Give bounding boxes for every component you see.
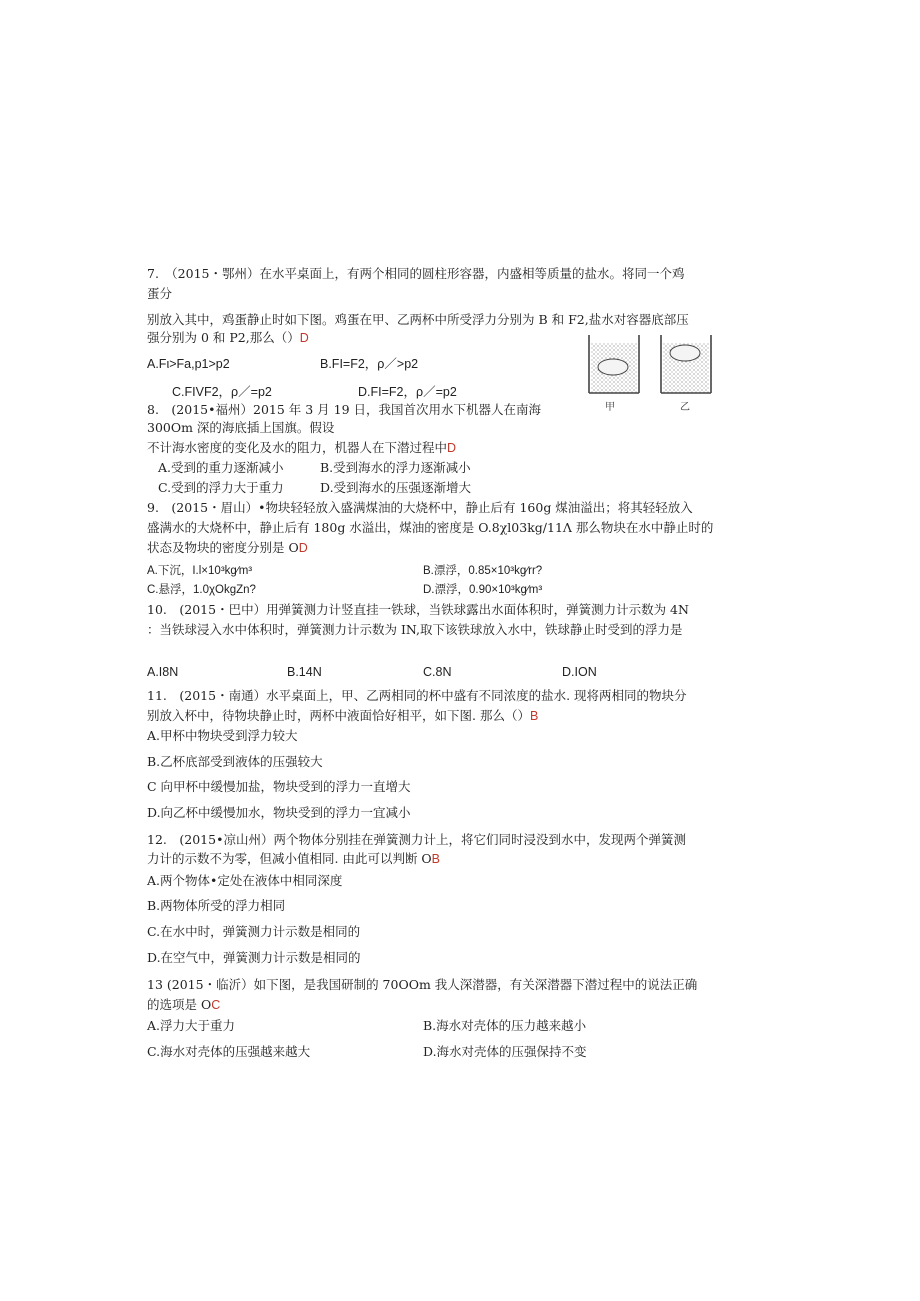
q7-option-b: B.FI=F2，ρ／>p2 bbox=[320, 357, 419, 371]
q12-option-b: B.两物体所受的浮力相同 bbox=[147, 898, 286, 913]
q9-stem-line1: 9. (2015・眉山）•物块轻轻放入盛满煤油的大烧杯中，静止后有 160g 煤油溢出；将其轻轻放入 bbox=[147, 500, 693, 515]
q7-stem-line3: 别放入其中，鸡蛋静止时如下图。鸡蛋在甲、乙两杯中所受浮力分别为 B 和 F2,盐水对容器底部压 bbox=[147, 312, 689, 327]
q8-answer: D bbox=[447, 441, 457, 455]
q10-stem-line2: ：当铁球浸入水中体积时，弹簧测力计示数为 IN,取下该铁球放入水中，铁球静止时受到的浮力是 bbox=[147, 622, 683, 637]
q10-option-c: C.8N bbox=[423, 665, 452, 679]
q10-stem-line1: 10. (2015・巴中）用弹簧测力计竖直挂一铁球，当铁球露出水面体积时，弹簧测力计示数为 4N bbox=[147, 602, 689, 617]
beakers-figure bbox=[585, 333, 715, 413]
q9-stem-line3 bbox=[147, 540, 308, 556]
q13-stem-line2 bbox=[147, 997, 220, 1013]
q12-answer: B bbox=[431, 852, 441, 866]
q7-stem-line4 bbox=[147, 330, 309, 346]
q9-option-d: D.漂浮，0.90×10³kg∕m³ bbox=[423, 584, 543, 596]
q11-option-c: C 向甲杯中缓慢加盐，物块受到的浮力一直增大 bbox=[147, 779, 411, 794]
q10-option-b: B.14N bbox=[287, 665, 322, 679]
q9-stem-line2: 盛满水的大烧杯中，静止后有 180g 水溢出，煤油的密度是 O.8χl03kg∕11Λ 那么物块在水中静止时的 bbox=[147, 520, 714, 535]
q12-option-c: C.在水中时，弹簧测力计示数是相同的 bbox=[147, 924, 361, 939]
q11-stem-line2 bbox=[147, 708, 538, 724]
q12-option-a: A.两个物体•定处在液体中相同深度 bbox=[147, 873, 343, 888]
q11-answer: B bbox=[529, 709, 539, 723]
q13-option-d: D.海水对壳体的压强保持不变 bbox=[423, 1044, 587, 1059]
q8-option-d: D.受到海水的压强逐渐增大 bbox=[320, 480, 472, 495]
q13-answer: C bbox=[211, 998, 221, 1012]
q8-stem-text: 不计海水密度的变化及水的阻力，机器人在下潜过程中 bbox=[147, 440, 448, 455]
q7-stem-line2: 蛋分 bbox=[147, 286, 173, 301]
figure-label-yi: 乙 bbox=[680, 402, 690, 413]
q11-option-d: D.向乙杯中缓慢加水，物块受到的浮力一宜减小 bbox=[147, 805, 411, 820]
q13-option-a: A.浮力大于重力 bbox=[147, 1018, 236, 1033]
q11-option-a: A.甲杯中物块受到浮力较大 bbox=[147, 728, 298, 743]
q10-option-a: A.I8N bbox=[147, 665, 179, 679]
q9-option-b: B.漂浮，0.85×10³kg∕rr? bbox=[423, 565, 543, 577]
q13-stem-line1: 13 (2015・临沂）如下图，是我国研制的 70OOm 我人深潜器，有关深潜器下潜过程中的说法正确 bbox=[147, 977, 698, 992]
q7-stem-line1: 7. （2015・鄂州）在水平桌面上，有两个相同的圆柱形容器，内盛相等质量的盐水。将同一个鸡 bbox=[147, 266, 685, 281]
q9-option-c: C.悬浮，1.0χOkgZn? bbox=[147, 584, 256, 596]
q13-option-c: C.海水对壳体的压强越来越大 bbox=[147, 1044, 311, 1059]
beaker-right bbox=[661, 335, 711, 393]
q12-stem-text: 力计的示数不为零，但减小值相同. 由此可以判断 O bbox=[147, 851, 432, 866]
q7-option-c: C.FIVF2，ρ／=p2 bbox=[172, 385, 272, 399]
q12-option-d: D.在空气中，弹簧测力计示数是相同的 bbox=[147, 950, 361, 965]
q8-option-a: A.受到的重力逐渐减小 bbox=[158, 460, 284, 475]
q10-option-d: D.ION bbox=[562, 665, 597, 679]
q8-option-c: C.受到的浮力大于重力 bbox=[158, 480, 284, 495]
q8-option-b: B.受到海水的浮力逐渐减小 bbox=[320, 460, 471, 475]
q9-stem-text: 状态及物块的密度分别是 O bbox=[147, 540, 299, 555]
q9-option-a: A.下沉，I.l×10³kg∕m³ bbox=[147, 565, 253, 577]
beakers-figure-drawing bbox=[585, 333, 715, 395]
figure-label-jia: 甲 bbox=[605, 402, 615, 413]
q7-answer: D bbox=[299, 331, 309, 345]
q12-stem-line2 bbox=[147, 851, 440, 867]
q11-stem-text: 别放入杯中，待物块静止时，两杯中液面恰好相平，如下图. 那么（） bbox=[147, 708, 530, 723]
q13-option-b: B.海水对壳体的压力越来越小 bbox=[423, 1018, 587, 1033]
beaker-left bbox=[589, 335, 639, 393]
q7-option-d: D.FI=F2，ρ／=p2 bbox=[358, 385, 457, 399]
q9-answer: D bbox=[298, 541, 308, 555]
q12-stem-line1: 12. (2015•凉山州）两个物体分别挂在弹簧测力计上，将它们同时浸没到水中，发现两个弹簧测 bbox=[147, 832, 686, 847]
q11-option-b: B.乙杯底部受到液体的压强较大 bbox=[147, 754, 323, 769]
q7-option-a: A.Fι>Fa,p1>p2 bbox=[147, 357, 230, 371]
q11-stem-line1: 11. (2015・南通）水平桌面上，甲、乙两相同的杯中盛有不同浓度的盐水. 现将两相同的物块分 bbox=[147, 688, 687, 703]
q8-stem-line2: 300Om 深的海底插上国旗。假设 bbox=[147, 420, 335, 435]
q13-stem-text: 的选项是 O bbox=[147, 997, 212, 1012]
q7-stem-text: 强分别为 0 和 P2,那么（） bbox=[147, 330, 300, 345]
q8-stem-line3 bbox=[147, 440, 456, 456]
q8-stem-line1: 8. (2015•福州）2015 年 3 月 19 日，我国首次用水下机器人在南海 bbox=[147, 402, 542, 417]
